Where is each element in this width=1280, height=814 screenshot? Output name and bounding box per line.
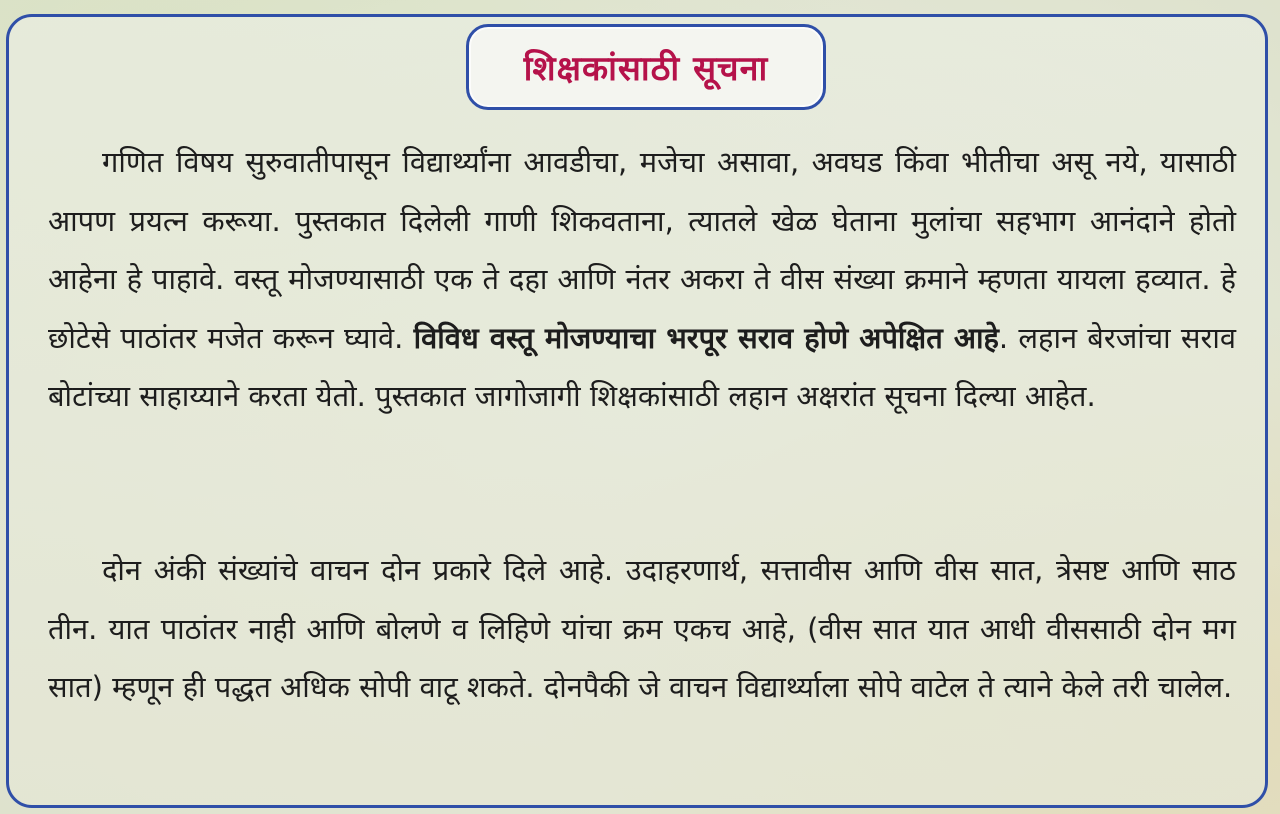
- title-box: [466, 24, 826, 110]
- paragraph-2-text: दोन अंकी संख्यांचे वाचन दोन प्रकारे दिले आहे. उदाहरणार्थ, सत्तावीस आणि वीस सात, त्रेसष्ट आणि साठ तीन. यात पाठांतर नाही आणि बोलणे व लिहिणे यांचा क्रम एकच आहे, (वीस सात यात आधी वीससाठी दोन मग सात) म्हणून ही पद्धत अधिक सोपी वाटू शकते. दोनपैकी जे वाचन विद्यार्थ्याला सोपे वाटेल ते त्याने केले तरी चालेल.: [48, 553, 1236, 704]
- paragraph-1-text-start: गणित विषय सुरुवातीपासून विद्यार्थ्यांना आवडीचा, मजेचा असावा, अवघड किंवा भीतीचा असू नये, यासाठी आपण प्रयत्न करूया. पुस्तकात दिलेली गाणी शिकवताना, त्यातले खेळ घेताना मुलांचा सहभाग आनंदाने होतो आहेना हे पाहावे. वस्तू मोजण्यासाठी एक ते दहा आणि नंतर अकरा ते वीस संख्या क्रमाने म्हणता यायला हव्यात. हे छोटेसे पाठांतर मजेत करून घ्यावे.: [48, 145, 1236, 355]
- paragraph-1: [48, 133, 1236, 426]
- paragraph-2: [48, 541, 1236, 717]
- paragraph-1-text-end: . लहान बेरजांचा सराव बोटांच्या साहाय्याने करता येतो. पुस्तकात जागोजागी शिक्षकांसाठी लहान अक्षरांत सूचना दिल्या आहेत.: [48, 320, 1236, 413]
- page-title: शिक्षकांसाठी सूचना: [523, 49, 769, 89]
- paragraph-1-bold-text: विविध वस्तू मोजण्याचा भरपूर सराव होणे अपेक्षित आहे: [413, 320, 999, 355]
